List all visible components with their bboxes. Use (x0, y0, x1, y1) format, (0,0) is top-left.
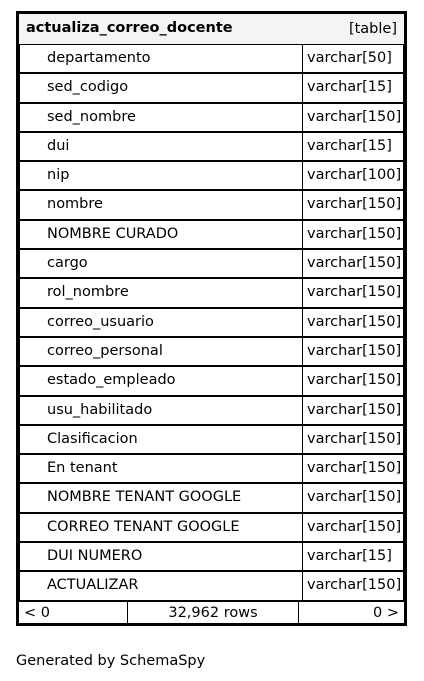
column-name: nip (19, 161, 303, 190)
column-type: varchar[150] (302, 513, 404, 542)
table-row[interactable] (19, 571, 404, 600)
generated-by-note: Generated by SchemaSpy (16, 653, 206, 669)
column-name: usu_habilitado (19, 396, 303, 425)
column-type: varchar[150] (302, 308, 404, 337)
table-row[interactable] (19, 278, 404, 307)
column-name: NOMBRE CURADO (19, 220, 303, 249)
table-row[interactable] (19, 396, 404, 425)
column-name: departamento (19, 44, 303, 73)
table-row[interactable] (19, 249, 404, 278)
table-row[interactable] (19, 161, 404, 190)
table-row[interactable] (19, 483, 404, 512)
column-type: varchar[50] (302, 44, 404, 73)
column-name: NOMBRE TENANT GOOGLE (19, 483, 303, 512)
column-name: Clasificacion (19, 425, 303, 454)
column-type: varchar[150] (302, 571, 404, 600)
table-row[interactable] (19, 425, 404, 454)
column-name: correo_personal (19, 337, 303, 366)
child-count[interactable]: 0 > (373, 605, 399, 621)
table-entity (16, 11, 407, 626)
table-name[interactable]: actualiza_correo_docente (26, 20, 233, 36)
column-name: CORREO TENANT GOOGLE (19, 513, 303, 542)
column-name: sed_nombre (19, 103, 303, 132)
table-row[interactable] (19, 454, 404, 483)
column-type: varchar[150] (302, 483, 404, 512)
column-name: sed_codigo (19, 73, 303, 102)
table-footer (19, 601, 404, 623)
column-type: varchar[150] (302, 366, 404, 395)
column-type: varchar[150] (302, 220, 404, 249)
column-name: nombre (19, 190, 303, 219)
table-row[interactable] (19, 73, 404, 102)
table-row[interactable] (19, 220, 404, 249)
column-type: varchar[15] (302, 132, 404, 161)
column-name: ACTUALIZAR (19, 571, 303, 600)
column-type: varchar[15] (302, 73, 404, 102)
column-name: estado_empleado (19, 366, 303, 395)
table-row[interactable] (19, 190, 404, 219)
footer-divider (298, 602, 299, 623)
column-type: varchar[150] (302, 425, 404, 454)
column-name: En tenant (19, 454, 303, 483)
column-list (19, 44, 404, 601)
table-row[interactable] (19, 366, 404, 395)
column-type: varchar[150] (302, 396, 404, 425)
table-header (19, 14, 404, 44)
column-type: varchar[150] (302, 103, 404, 132)
column-type: varchar[100] (302, 161, 404, 190)
table-row[interactable] (19, 103, 404, 132)
column-type: varchar[150] (302, 454, 404, 483)
column-type: varchar[150] (302, 190, 404, 219)
table-row[interactable] (19, 308, 404, 337)
column-type: varchar[15] (302, 542, 404, 571)
column-name: rol_nombre (19, 278, 303, 307)
parent-count[interactable]: < 0 (24, 605, 50, 621)
column-name: dui (19, 132, 303, 161)
column-type: varchar[150] (302, 249, 404, 278)
table-kind-label: [table] (348, 21, 397, 37)
column-name: cargo (19, 249, 303, 278)
table-row[interactable] (19, 337, 404, 366)
table-row[interactable] (19, 542, 404, 571)
column-type: varchar[150] (302, 278, 404, 307)
table-row[interactable] (19, 44, 404, 73)
column-name: correo_usuario (19, 308, 303, 337)
table-row[interactable] (19, 132, 404, 161)
column-name: DUI NUMERO (19, 542, 303, 571)
row-count: 32,962 rows (168, 605, 258, 621)
table-row[interactable] (19, 513, 404, 542)
column-type: varchar[150] (302, 337, 404, 366)
